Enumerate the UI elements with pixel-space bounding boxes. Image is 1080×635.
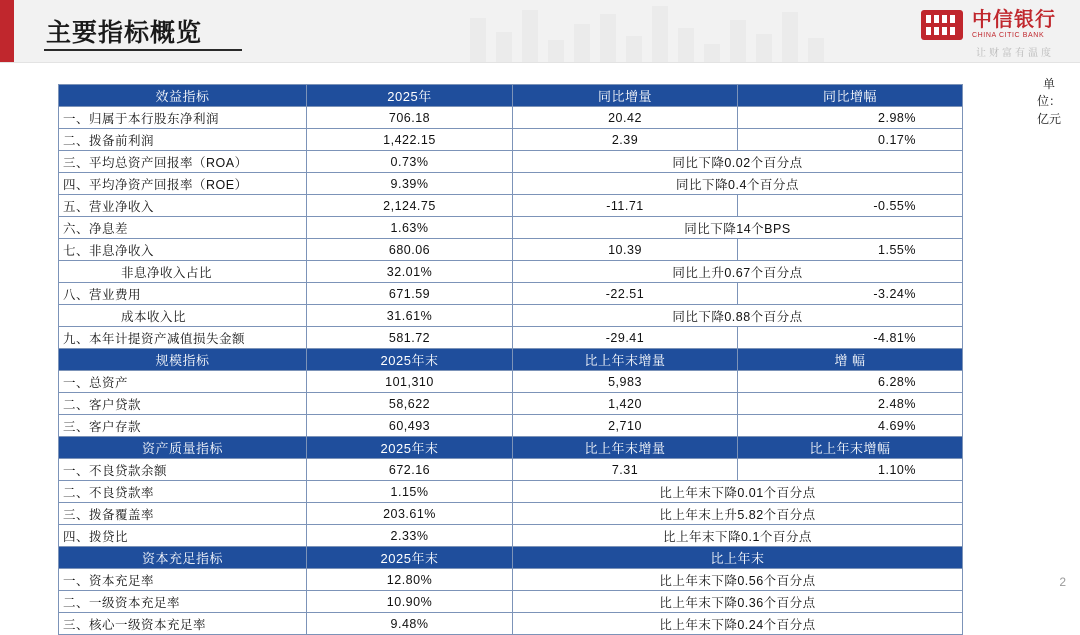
metric-label: 二、拨备前利润 [59, 129, 307, 151]
table-row [59, 107, 963, 129]
metric-value: 1.15% [307, 481, 513, 503]
logo-slogan: 让财富有温度 [976, 48, 1054, 59]
metric-label: 三、客户存款 [59, 415, 307, 437]
metrics-table-wrapper [58, 84, 962, 635]
metric-value: 9.39% [307, 173, 513, 195]
metric-value: 680.06 [307, 239, 513, 261]
decorative-bars [470, 0, 850, 62]
table-row [59, 371, 963, 393]
table-row [59, 195, 963, 217]
title-underline [44, 49, 242, 51]
metric-growth: 1.10% [738, 459, 963, 481]
metric-value: 101,310 [307, 371, 513, 393]
metric-value: 12.80% [307, 569, 513, 591]
metric-change-note: 同比上升0.67个百分点 [513, 261, 963, 283]
metric-growth: 0.17% [738, 129, 963, 151]
metric-label: 非息净收入占比 [59, 261, 307, 283]
section-header-cell: 同比增量 [513, 85, 738, 107]
metric-growth: 1.55% [738, 239, 963, 261]
unit-note: 单位：亿元 [1036, 77, 1061, 126]
metric-change-note: 比上年末下降0.24个百分点 [513, 613, 963, 635]
table-row [59, 239, 963, 261]
metric-change: 2.39 [513, 129, 738, 151]
table-row [59, 393, 963, 415]
page-number: 2 [1059, 575, 1066, 589]
metric-change-note: 同比下降0.4个百分点 [513, 173, 963, 195]
table-row [59, 151, 963, 173]
table-row [59, 569, 963, 591]
metric-change: 10.39 [513, 239, 738, 261]
metric-change: 1,420 [513, 393, 738, 415]
table-row [59, 503, 963, 525]
table-row [59, 283, 963, 305]
metric-label: 一、不良贷款余额 [59, 459, 307, 481]
section-header-row [59, 85, 963, 107]
section-header-cell: 同比增幅 [738, 85, 963, 107]
metric-label: 三、平均总资产回报率（ROA） [59, 151, 307, 173]
section-header-cell: 效益指标 [59, 85, 307, 107]
metric-growth: 4.69% [738, 415, 963, 437]
table-row [59, 613, 963, 635]
metric-change: 5,983 [513, 371, 738, 393]
section-header-cell: 资本充足指标 [59, 547, 307, 569]
metric-change: 7.31 [513, 459, 738, 481]
metric-label: 五、营业净收入 [59, 195, 307, 217]
metric-value: 1.63% [307, 217, 513, 239]
metric-value: 32.01% [307, 261, 513, 283]
table-row [59, 525, 963, 547]
metric-change-note: 同比下降0.02个百分点 [513, 151, 963, 173]
metric-change-note: 同比下降0.88个百分点 [513, 305, 963, 327]
section-header-cell: 2025年末 [307, 547, 513, 569]
section-header-cell: 2025年 [307, 85, 513, 107]
table-row [59, 481, 963, 503]
metric-label: 一、资本充足率 [59, 569, 307, 591]
metric-change: 20.42 [513, 107, 738, 129]
table-row [59, 129, 963, 151]
citic-logo-icon [920, 8, 964, 42]
metric-growth: 2.98% [738, 107, 963, 129]
table-row [59, 261, 963, 283]
metric-label: 六、净息差 [59, 217, 307, 239]
metric-value: 58,622 [307, 393, 513, 415]
page-title: 主要指标概览 [46, 19, 203, 47]
section-header-row [59, 547, 963, 569]
logo-text [972, 10, 1056, 39]
metric-label: 三、核心一级资本充足率 [59, 613, 307, 635]
metric-label: 二、不良贷款率 [59, 481, 307, 503]
section-header-cell: 增 幅 [738, 349, 963, 371]
accent-bar [0, 0, 14, 62]
table-row [59, 173, 963, 195]
metric-change-note: 比上年末上升5.82个百分点 [513, 503, 963, 525]
slide-header [0, 0, 1080, 63]
metric-label: 二、一级资本充足率 [59, 591, 307, 613]
metric-label: 三、拨备覆盖率 [59, 503, 307, 525]
table-row [59, 217, 963, 239]
metric-change-note: 比上年末下降0.36个百分点 [513, 591, 963, 613]
metric-value: 706.18 [307, 107, 513, 129]
metric-value: 9.48% [307, 613, 513, 635]
metric-value: 0.73% [307, 151, 513, 173]
section-header-cell: 规模指标 [59, 349, 307, 371]
metric-value: 1,422.15 [307, 129, 513, 151]
metric-growth: 2.48% [738, 393, 963, 415]
metric-change: 2,710 [513, 415, 738, 437]
section-header-cell: 2025年末 [307, 349, 513, 371]
section-header-cell: 2025年末 [307, 437, 513, 459]
metric-value: 31.61% [307, 305, 513, 327]
metric-value: 60,493 [307, 415, 513, 437]
metric-change-note: 同比下降14个BPS [513, 217, 963, 239]
section-header-row [59, 349, 963, 371]
section-header-cell: 比上年末增幅 [738, 437, 963, 459]
metric-change: -22.51 [513, 283, 738, 305]
metric-change-note: 比上年末下降0.1个百分点 [513, 525, 963, 547]
metric-label: 一、归属于本行股东净利润 [59, 107, 307, 129]
metric-label: 八、营业费用 [59, 283, 307, 305]
metric-change: -11.71 [513, 195, 738, 217]
metric-value: 2.33% [307, 525, 513, 547]
metric-change-note: 比上年末下降0.56个百分点 [513, 569, 963, 591]
logo-name-cn: 中信银行 [972, 9, 1056, 32]
metric-growth: -0.55% [738, 195, 963, 217]
section-header-cell: 比上年末增量 [513, 349, 738, 371]
metric-value: 672.16 [307, 459, 513, 481]
metric-value: 2,124.75 [307, 195, 513, 217]
metric-label: 一、总资产 [59, 371, 307, 393]
metric-growth: -4.81% [738, 327, 963, 349]
section-header-cell: 资产质量指标 [59, 437, 307, 459]
logo-name-en: CHINA CITIC BANK [972, 32, 1045, 40]
metric-value: 671.59 [307, 283, 513, 305]
table-row [59, 591, 963, 613]
section-header-cell: 比上年末 [513, 547, 963, 569]
table-row [59, 327, 963, 349]
metric-value: 10.90% [307, 591, 513, 613]
metric-label: 成本收入比 [59, 305, 307, 327]
metric-growth: -3.24% [738, 283, 963, 305]
table-row [59, 459, 963, 481]
metric-label: 七、非息净收入 [59, 239, 307, 261]
metric-growth: 6.28% [738, 371, 963, 393]
brand-logo [920, 8, 1056, 42]
metric-change: -29.41 [513, 327, 738, 349]
section-header-cell: 比上年末增量 [513, 437, 738, 459]
metric-value: 203.61% [307, 503, 513, 525]
metrics-table [58, 84, 963, 635]
metric-label: 四、拨贷比 [59, 525, 307, 547]
metric-label: 四、平均净资产回报率（ROE） [59, 173, 307, 195]
metric-value: 581.72 [307, 327, 513, 349]
table-row [59, 415, 963, 437]
section-header-row [59, 437, 963, 459]
metric-label: 九、本年计提资产减值损失金额 [59, 327, 307, 349]
metric-label: 二、客户贷款 [59, 393, 307, 415]
metric-change-note: 比上年末下降0.01个百分点 [513, 481, 963, 503]
table-row [59, 305, 963, 327]
